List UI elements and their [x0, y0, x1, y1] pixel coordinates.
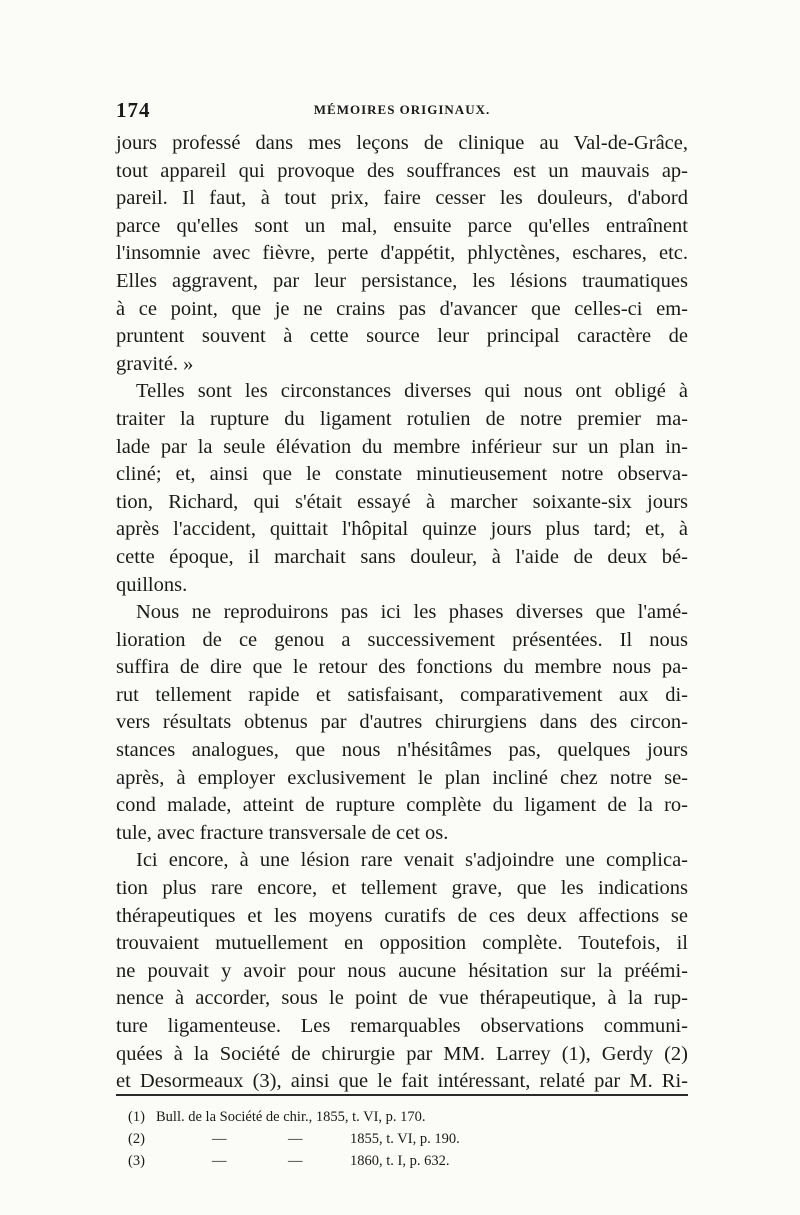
footnote-1	[128, 1106, 688, 1128]
text-line: stances analogues, que nous n'hésitâmes pas, quelques jours	[116, 739, 688, 762]
text-line: cette époque, il marchait sans douleur, à l'aide de deux bé-	[116, 545, 688, 568]
footnote-text: 1860, t. I, p. 632.	[350, 1153, 450, 1169]
text-line: Elles aggravent, par leur persistance, les lésions traumatiques	[116, 269, 688, 292]
footnote-3	[128, 1150, 688, 1172]
footnotes	[128, 1106, 688, 1172]
body-text	[116, 130, 688, 1096]
running-title: MÉMOIRES ORIGINAUX.	[313, 102, 491, 117]
text-line: tion, Richard, qui s'était essayé à marcher soixante-six jours	[116, 490, 688, 513]
footnote-number: (2)	[128, 1131, 145, 1147]
text-line: parce qu'elles sont un mal, ensuite parce qu'elles entraînent	[116, 214, 688, 237]
text-line: tule, avec fracture transversale de cet os.	[116, 821, 449, 844]
text-line: rut tellement rapide et satisfaisant, comparativement aux di-	[116, 683, 688, 706]
text-line: nence à accorder, sous le point de vue thérapeutique, à la rup-	[116, 987, 688, 1010]
footnote-text: 1855, t. VI, p. 190.	[350, 1131, 460, 1147]
text-line: Telles sont les circonstances diverses qui nous ont obligé à	[136, 380, 688, 403]
footnote-number: (3)	[128, 1153, 145, 1169]
footnote-divider	[116, 1094, 688, 1096]
text-line: trouvaient mutuellement en opposition complète. Toutefois, il	[116, 932, 688, 955]
text-line: Nous ne reproduirons pas ici les phases diverses que l'amé-	[136, 601, 688, 624]
text-line: l'insomnie avec fièvre, perte d'appétit, phlyctènes, eschares, etc.	[116, 242, 688, 265]
text-line: après, à employer exclusivement le plan incliné chez notre se-	[116, 766, 688, 789]
footnote-2	[128, 1128, 688, 1150]
text-line: pareil. Il faut, à tout prix, faire cesser les douleurs, d'abord	[116, 187, 688, 210]
text-line: lioration de ce genou a successivement présentées. Il nous	[116, 628, 688, 651]
text-line: traiter la rupture du ligament rotulien de notre premier ma-	[116, 407, 688, 430]
text-line: lade par la seule élévation du membre inférieur sur un plan in-	[116, 435, 688, 458]
text-line: quillons.	[116, 573, 188, 596]
text-line: après l'accident, quittait l'hôpital quinze jours plus tard; et, à	[116, 518, 688, 541]
text-line: tout appareil qui provoque des souffrances est un mauvais ap-	[116, 159, 688, 182]
text-line: thérapeutiques et les moyens curatifs de ces deux affections se	[116, 904, 688, 927]
text-line: pruntent souvent à cette source leur principal caractère de	[116, 325, 688, 348]
text-line: cond malade, atteint de rupture complète du ligament de la ro-	[116, 794, 688, 817]
ditto-mark: —	[212, 1131, 227, 1147]
footnote-text: Bull. de la Société de chir., 1855, t. VI, p. 170.	[156, 1109, 426, 1125]
text-line: Ici encore, à une lésion rare venait s'adjoindre une complica-	[136, 849, 688, 872]
text-line: vers résultats obtenus par d'autres chirurgiens dans des circon-	[116, 711, 688, 734]
ditto-mark: —	[288, 1131, 303, 1147]
ditto-mark: —	[288, 1153, 303, 1169]
text-line: ne pouvait y avoir pour nous aucune hésitation sur la préémi-	[116, 959, 688, 982]
text-line: ture ligamenteuse. Les remarquables observations communi-	[116, 1015, 688, 1037]
text-line: jours professé dans mes leçons de clinique au Val-de-Grâce,	[116, 132, 688, 154]
text-line: à ce point, que je ne crains pas d'avancer que celles-ci em-	[116, 297, 688, 320]
text-line: tion plus rare encore, et tellement grave, que les indications	[116, 877, 688, 900]
page-header	[116, 98, 688, 122]
ditto-mark: —	[212, 1153, 227, 1169]
text-line: cliné; et, ainsi que le constate minutieusement notre observa-	[116, 463, 688, 486]
footnote-number: (1)	[128, 1109, 145, 1125]
text-line: et Desormeaux (3), ainsi que le fait intéressant, relaté par M. Ri-	[116, 1070, 688, 1093]
text-line: quées à la Société de chirurgie par MM. Larrey (1), Gerdy (2)	[116, 1042, 688, 1065]
text-line: suffira de dire que le retour des fonctions du membre nous pa-	[116, 656, 688, 679]
text-line: gravité. »	[116, 352, 194, 375]
page-number: 174	[116, 98, 151, 122]
